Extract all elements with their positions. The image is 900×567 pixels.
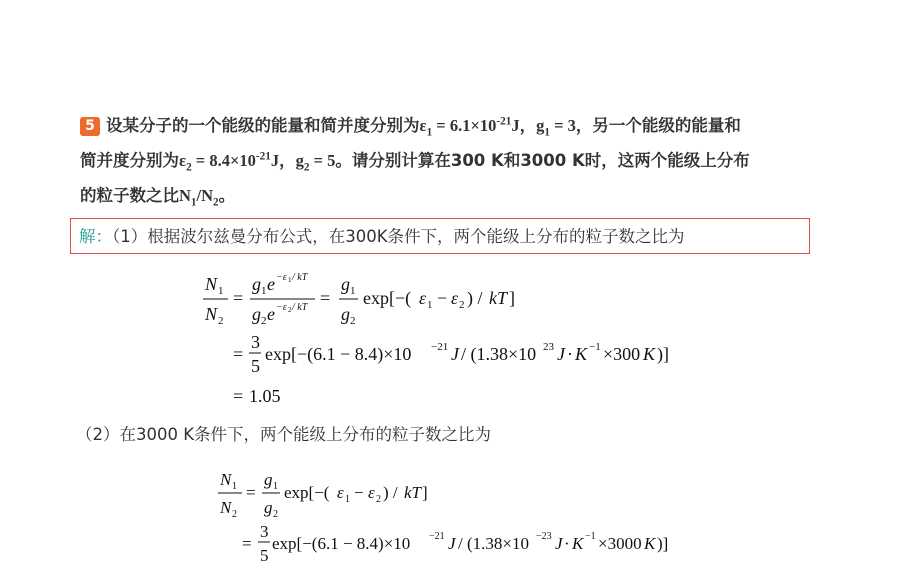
- svg-text:2: 2: [376, 494, 381, 505]
- svg-text:−1: −1: [585, 531, 596, 542]
- svg-text:K: K: [575, 344, 588, 364]
- svg-text:1: 1: [218, 285, 224, 297]
- svg-text:e: e: [267, 304, 275, 324]
- problem-statement: [80, 108, 820, 213]
- svg-text:−1: −1: [589, 341, 601, 353]
- svg-text:1: 1: [261, 285, 267, 297]
- solution-label: 解：: [79, 227, 112, 246]
- svg-text:ε: ε: [337, 483, 344, 502]
- problem-line2-tail: 请分别计算在300 K和3000 K时，这两个能级上分布: [351, 151, 750, 170]
- svg-text:g: g: [264, 470, 273, 489]
- svg-text:/ kT: / kT: [292, 302, 308, 313]
- svg-text:2: 2: [232, 509, 237, 520]
- svg-text:exp[−(: exp[−(: [363, 288, 412, 308]
- svg-text:=: =: [233, 288, 244, 308]
- svg-text:ε: ε: [419, 288, 427, 308]
- svg-text:N: N: [205, 304, 218, 324]
- svg-text:J: J: [557, 344, 565, 364]
- svg-text:g: g: [264, 498, 273, 517]
- svg-text:−: −: [437, 288, 448, 308]
- svg-text:J: J: [451, 344, 459, 364]
- solution-part2-text: （2）在3000 K条件下，两个能级上分布的粒子数之比为: [76, 425, 492, 444]
- svg-text:5: 5: [251, 356, 260, 376]
- problem-line3: 的粒子数之比$N_1/N_2$。: [80, 186, 236, 209]
- svg-text:) /: ) /: [383, 483, 398, 502]
- problem-line1-text: 设某分子的一个能级的能量和简并度分别为: [106, 116, 420, 135]
- svg-text:−23: −23: [536, 531, 552, 542]
- svg-text:23: 23: [543, 341, 554, 353]
- svg-text:N: N: [220, 498, 232, 517]
- svg-text:2: 2: [261, 315, 267, 327]
- svg-text:g: g: [341, 304, 350, 324]
- svg-text:e: e: [267, 274, 275, 294]
- formula-part2: [212, 465, 732, 567]
- svg-text:2: 2: [288, 306, 292, 314]
- svg-text:3: 3: [260, 522, 269, 541]
- svg-text:g: g: [341, 274, 350, 294]
- svg-text:=: =: [233, 344, 244, 364]
- svg-text:g: g: [252, 274, 261, 294]
- svg-text:kT: kT: [489, 288, 507, 308]
- part1-result: 1.05: [249, 386, 281, 406]
- svg-text:N: N: [220, 470, 232, 489]
- eps1-equation: $\varepsilon_1 = 6.1\times 10^{-21}J$，$g_1 = 3$，: [419, 115, 593, 139]
- svg-text:−21: −21: [429, 531, 445, 542]
- solution-part1-box: [70, 218, 810, 254]
- svg-text:)]: )]: [657, 534, 669, 553]
- svg-text:=: =: [233, 386, 244, 406]
- svg-text:)]: )]: [657, 344, 669, 364]
- svg-text:−ε: −ε: [276, 302, 287, 313]
- svg-text:×3000: ×3000: [598, 534, 642, 553]
- svg-text:ε: ε: [451, 288, 459, 308]
- svg-text:1: 1: [232, 481, 237, 492]
- svg-text:kT: kT: [404, 483, 421, 502]
- svg-text:=: =: [320, 288, 331, 308]
- svg-text:=: =: [246, 483, 256, 502]
- svg-text:1: 1: [427, 299, 433, 311]
- svg-text:·: ·: [567, 344, 573, 364]
- svg-text:K: K: [572, 534, 584, 553]
- svg-text:ε: ε: [368, 483, 375, 502]
- svg-text:J: J: [448, 534, 456, 553]
- svg-text:5: 5: [260, 546, 269, 565]
- svg-text:/ kT: / kT: [292, 272, 308, 283]
- svg-text:1: 1: [345, 494, 350, 505]
- svg-text:/ (1.38×10: / (1.38×10: [461, 344, 537, 364]
- svg-text:/ (1.38×10: / (1.38×10: [458, 534, 529, 553]
- svg-text:·: ·: [564, 534, 570, 553]
- svg-text:2: 2: [459, 299, 465, 311]
- svg-text:) /: ) /: [467, 288, 483, 308]
- svg-text:]: ]: [509, 288, 515, 308]
- solution-part1-text: （1）根据波尔兹曼分布公式，在300K条件下，两个能级上分布的粒子数之比为: [112, 227, 685, 246]
- svg-text:×300: ×300: [603, 344, 641, 364]
- svg-text:K: K: [643, 344, 656, 364]
- svg-text:1: 1: [288, 276, 292, 284]
- svg-text:3: 3: [251, 332, 260, 352]
- svg-text:N: N: [205, 274, 218, 294]
- problem-line1-tail: 另一个能级的能量和: [592, 116, 741, 135]
- svg-text:exp[−(: exp[−(: [284, 483, 330, 502]
- svg-text:2: 2: [218, 315, 224, 327]
- svg-text:]: ]: [422, 483, 428, 502]
- svg-text:=: =: [242, 534, 252, 553]
- eps2-equation: $\varepsilon_2 = 8.4\times 10^{-21}J$，$g_2 = 5$。: [179, 150, 352, 174]
- svg-text:exp[−(6.1 − 8.4)×10: exp[−(6.1 − 8.4)×10: [265, 344, 412, 364]
- svg-text:1: 1: [273, 481, 278, 492]
- svg-text:−21: −21: [431, 341, 449, 353]
- svg-text:exp[−(6.1 − 8.4)×10: exp[−(6.1 − 8.4)×10: [272, 534, 411, 553]
- svg-text:g: g: [252, 304, 261, 324]
- problem-number-badge: 5: [80, 117, 100, 136]
- svg-text:2: 2: [273, 509, 278, 520]
- problem-line2-head: 简并度分别为: [80, 151, 179, 170]
- svg-text:1: 1: [350, 285, 356, 297]
- svg-text:K: K: [644, 534, 656, 553]
- svg-text:−: −: [354, 483, 364, 502]
- formula-part1: [195, 268, 755, 413]
- svg-text:J: J: [555, 534, 563, 553]
- svg-text:−ε: −ε: [276, 272, 287, 283]
- svg-text:2: 2: [350, 315, 356, 327]
